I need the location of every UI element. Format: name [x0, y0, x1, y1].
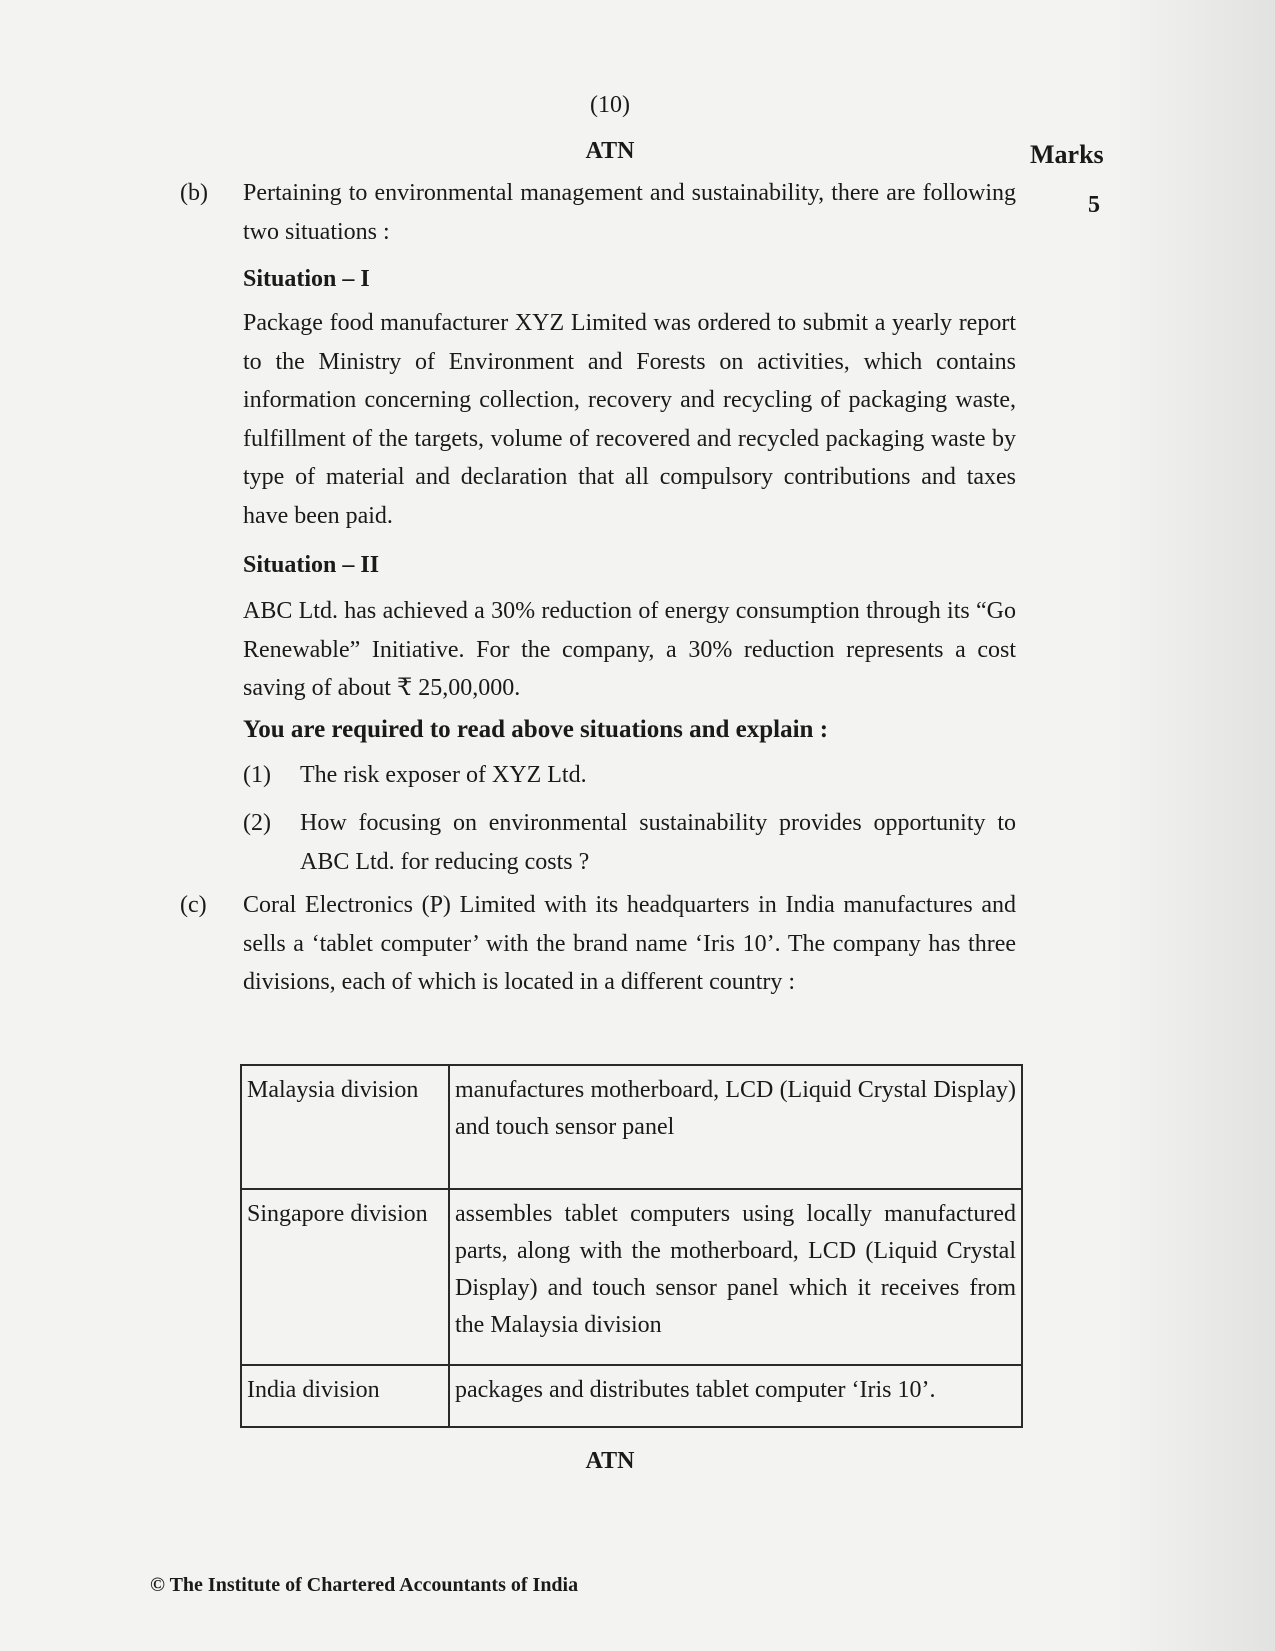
situation-2-text: ABC Ltd. has achieved a 30% reduction of energy consumption through its “Go Renewable” Initiative. For the company, a 30% reduction represents a cost saving of about ₹ 25,00,000.	[243, 598, 1016, 701]
instruction-text: You are required to read above situations and explain :	[243, 716, 829, 743]
situation-2-heading: Situation – II	[243, 552, 380, 578]
table-row	[241, 1365, 1022, 1427]
footer-code: ATN	[585, 1448, 635, 1474]
page-edge-shadow	[1115, 0, 1275, 1651]
table-row	[241, 1189, 1022, 1365]
division-name-cell: Malaysia division	[241, 1065, 449, 1189]
question-c-intro: Coral Electronics (P) Limited with its headquarters in India manufactures and sells a ‘tablet computer’ with the brand name ‘Iris 10’. The company has three divisions, each of which is located in a different country :	[243, 892, 1016, 995]
header-code: ATN	[585, 138, 635, 164]
situation-1-text: Package food manufacturer XYZ Limited was ordered to submit a yearly report to the Ministry of Environment and Forests on activities, which contains information concerning collection, recovery and recycling of packaging waste, fulfillment of the targets, volume of recovered and recycled packaging waste by type of material and declaration that all compulsory contributions and taxes have been paid.	[243, 310, 1016, 529]
division-activity-cell: assembles tablet computers using locally manufactured parts, along with the motherboard, LCD (Liquid Crystal Display) and touch sensor panel which it receives from the Malaysia division	[449, 1189, 1022, 1365]
division-activity-cell: manufactures motherboard, LCD (Liquid Crystal Display) and touch sensor panel	[449, 1065, 1022, 1189]
copyright-notice: © The Institute of Chartered Accountants of India	[150, 1574, 579, 1596]
question-b-intro: Pertaining to environmental management and sustainability, there are following two situations :	[243, 180, 1016, 245]
page-number: (10)	[590, 92, 630, 118]
divisions-table	[240, 1064, 1023, 1428]
item-1-text: The risk exposer of XYZ Ltd.	[300, 762, 587, 788]
item-2-text: How focusing on environmental sustainability provides opportunity to ABC Ltd. for reducing costs ?	[300, 810, 1016, 875]
division-activity-cell: packages and distributes tablet computer ‘Iris 10’.	[449, 1365, 1022, 1427]
division-name-cell: Singapore division	[241, 1189, 449, 1365]
table-row	[241, 1065, 1022, 1189]
marks-value: 5	[1088, 192, 1100, 218]
marks-label: Marks	[1030, 140, 1104, 169]
division-name-cell: India division	[241, 1365, 449, 1427]
item-2-number: (2)	[243, 810, 271, 836]
question-b-label: (b)	[180, 180, 208, 206]
situation-1-heading: Situation – I	[243, 266, 370, 292]
item-1-number: (1)	[243, 762, 271, 788]
question-c-label: (c)	[180, 892, 207, 918]
